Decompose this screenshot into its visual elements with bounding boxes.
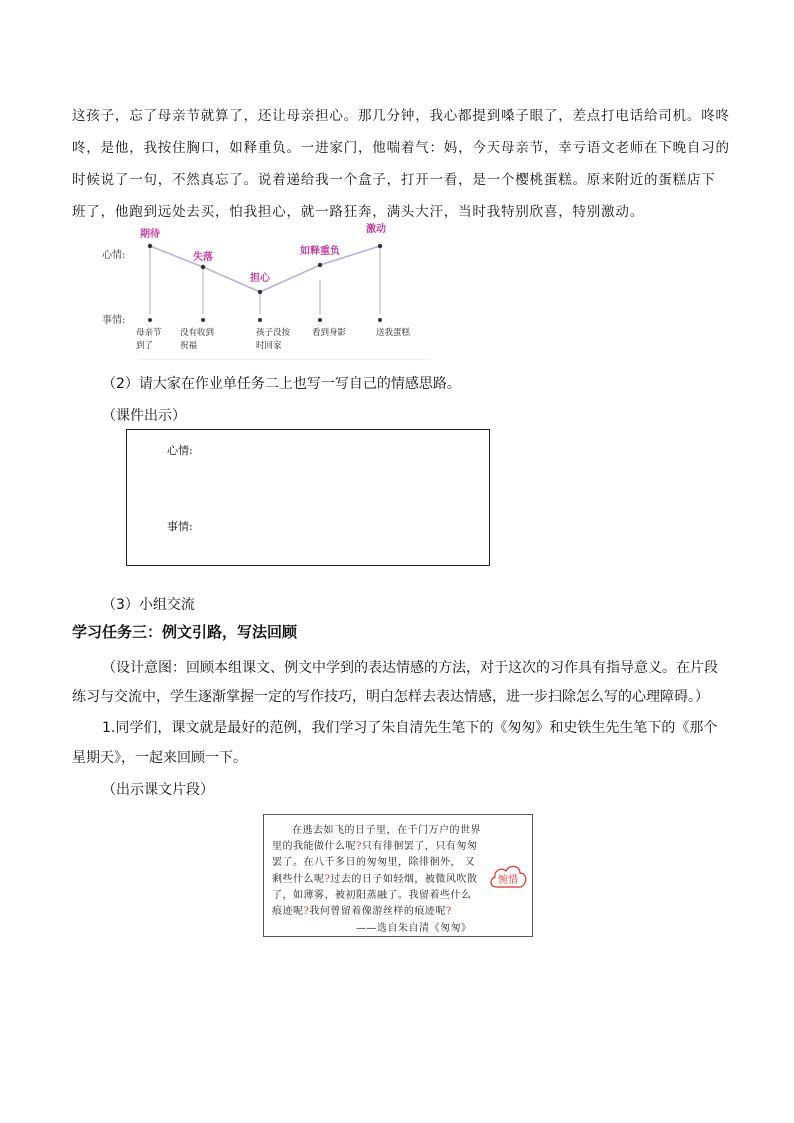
event-label: 母亲节 bbox=[136, 328, 162, 338]
paragraph-line: 班了，他跑到远处去买，怕我担心，就一路狂奔，满头大汗，当时我特别欣喜，特别激动。 bbox=[72, 204, 644, 220]
emotion-label: 如释重负 bbox=[300, 246, 340, 257]
event-point bbox=[148, 318, 152, 322]
emotion-point bbox=[258, 290, 262, 294]
event-label: 祝福 bbox=[180, 341, 198, 351]
emotion-point bbox=[201, 265, 205, 269]
event-point bbox=[378, 318, 382, 322]
paragraph-line: 这孩子，忘了母亲节就算了，还让母亲担心。那几分钟，我心都提到嗓子眼了，差点打电话给司机。咚咚 bbox=[72, 108, 730, 124]
event-point bbox=[258, 318, 262, 322]
excerpt-line bbox=[272, 886, 472, 901]
excerpt-segment: 了，如薄雾，被初阳蒸融了。我留着些什么 bbox=[272, 890, 472, 901]
event-label: 看到身影 bbox=[312, 328, 347, 338]
question-mark: ? bbox=[445, 906, 452, 917]
excerpt-segment: 剩些什么呢 bbox=[272, 874, 325, 885]
question-mark: ? bbox=[303, 906, 310, 917]
excerpt-segment: 过去的日子如轻烟，被微风吹散 bbox=[330, 874, 478, 885]
emotion-flow-diagram bbox=[90, 220, 430, 360]
emotion-point bbox=[148, 244, 152, 248]
excerpt-box bbox=[263, 814, 533, 937]
event-label: 时回家 bbox=[256, 341, 282, 351]
design-intent-line: （设计意图：回顾本组课文、例文中学到的表达情感的方法，对于这次的习作具有指导意义。在片段 bbox=[102, 660, 718, 676]
question-mark: ? bbox=[356, 841, 362, 852]
worksheet-mood-label: 心情: bbox=[167, 444, 193, 457]
event-point bbox=[318, 318, 322, 322]
event-label: 送我蛋糕 bbox=[376, 328, 411, 338]
emotion-labels bbox=[140, 222, 386, 284]
emotion-line bbox=[150, 246, 380, 292]
excerpt-segment: 我何曾留着像游丝样的痕迹呢 bbox=[309, 906, 446, 917]
excerpt-segment: 在逃去如飞的日子里，在千门万户的世界 bbox=[292, 825, 481, 836]
excerpt-segment: 罢了。在八千多日的匆匆里，除徘徊外， 又 bbox=[272, 857, 476, 868]
step-3-instruction: （3）小组交流 bbox=[102, 597, 195, 613]
emotion-label: 期待 bbox=[140, 229, 160, 240]
cloud-icon bbox=[488, 861, 528, 893]
emotion-label: 失落 bbox=[193, 252, 213, 263]
emotion-label: 激动 bbox=[366, 224, 386, 235]
excerpt-segment: 只有徘徊罢了，只有匆匆 bbox=[361, 841, 478, 852]
item-1-line: 星期天》，一起来回顾一下。 bbox=[72, 750, 247, 766]
event-label: 到了 bbox=[136, 341, 154, 351]
paragraph-line: 咚，是他，我按住胸口，如释重负。一进家门，他喘着气：妈，今天母亲节，幸亏语文老师在下晚自习的 bbox=[72, 140, 730, 156]
excerpt-line bbox=[272, 902, 452, 917]
item-1-line: 1.同学们，课文就是最好的范例，我们学习了朱自清先生笔下的《匆匆》和史铁生先生笔下的《那个 bbox=[102, 720, 718, 736]
event-label: 没有收到 bbox=[180, 328, 215, 338]
emotion-label: 担心 bbox=[250, 273, 270, 284]
courseware-note: （课件出示） bbox=[102, 408, 186, 424]
diagram-event-label: 事情: bbox=[102, 315, 126, 326]
step-2-instruction: （2）请大家在作业单任务二上也写一写自己的情感思路。 bbox=[102, 376, 461, 392]
excerpt-line bbox=[272, 853, 475, 868]
worksheet-box bbox=[126, 429, 490, 566]
excerpt-segment: 里的我能做什么呢 bbox=[272, 841, 356, 852]
excerpt-segment: 痕迹呢 bbox=[272, 906, 304, 917]
cloud-label: 惋惜 bbox=[498, 875, 518, 886]
diagram-mood-label: 心情: bbox=[102, 250, 126, 261]
excerpt-segment: ——选自朱自清《匆匆》 bbox=[356, 923, 472, 934]
excerpt-line bbox=[356, 919, 472, 934]
paragraph-line: 时候说了一句，不然真忘了。说着递给我一个盒子，打开一看，是一个樱桃蛋糕。原来附近的蛋糕店下 bbox=[72, 172, 716, 188]
emotion-point bbox=[378, 244, 382, 248]
event-point bbox=[201, 318, 205, 322]
excerpt-line bbox=[292, 821, 481, 836]
question-mark: ? bbox=[324, 874, 331, 885]
show-excerpt-note: （出示课文片段） bbox=[102, 782, 214, 798]
event-labels bbox=[136, 327, 411, 351]
worksheet-event-label: 事情: bbox=[167, 520, 193, 533]
event-label: 孩子没按 bbox=[256, 328, 291, 338]
excerpt-line bbox=[272, 837, 477, 852]
emotion-point bbox=[318, 263, 322, 267]
design-intent-line: 练习与交流中，学生逐渐掌握一定的写作技巧，明白怎样去表达情感，进一步扫除怎么写的心理障碍。） bbox=[72, 689, 709, 705]
task-3-heading: 学习任务三：例文引路，写法回顾 bbox=[72, 623, 298, 641]
excerpt-line bbox=[272, 870, 477, 885]
